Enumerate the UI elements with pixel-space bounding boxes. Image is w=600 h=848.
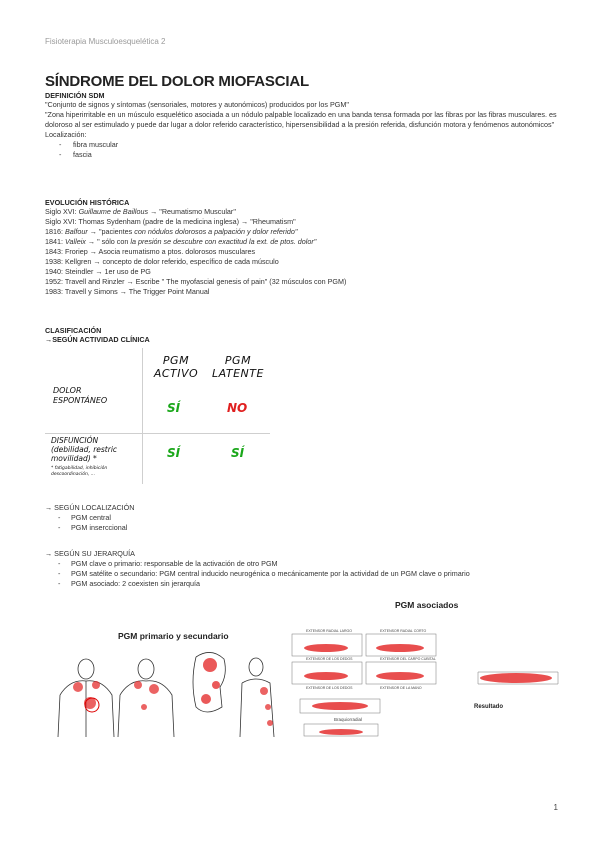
definition-section — [45, 91, 565, 160]
row-header-disfuncion: DISFUNCIÓN (debilidad, restric movilidad) * — [51, 436, 118, 463]
figure-title-asociados: PGM asociados — [395, 600, 459, 610]
muscle-label: EXTENSOR RADIAL CORTO — [380, 629, 427, 633]
back-figure-2 — [118, 659, 174, 737]
hierarchy-section — [45, 549, 565, 589]
location-section — [45, 503, 565, 533]
clinical-activity-table — [45, 348, 270, 484]
figure-primario-secundario — [46, 627, 296, 742]
col-header-latente: PGM LATENTE — [212, 354, 264, 380]
col-header-activo: PGM ACTIVO — [153, 354, 199, 380]
muscle-label: EXTENSOR DE LOS DEDOS — [306, 657, 353, 661]
list-item: - PGM clave o primario: responsable de la activación de otro PGM — [45, 559, 565, 569]
classification-header — [45, 326, 565, 344]
table-divider-vertical — [142, 348, 143, 484]
history-heading: EVOLUCIÓN HISTÓRICA — [45, 198, 130, 207]
cell-disfuncion-activo: SÍ — [167, 446, 181, 460]
cell-dolor-latente: NO — [227, 401, 248, 415]
definition-p2: "Zona hiperirritable en un músculo esquelético asociada a un nódulo palpable localizado en una banda tensa formada por las fibras por las fibras musculares. es doloroso al ser estimulado y puede dar lugar a dolor referido característico, hipersensibilidad a la presión referida, disfunción motora y fenómenos autonómicos" — [45, 110, 557, 129]
history-item: 1816: Balfour → "pacientes con nódulos dolorosos a palpación y dolor referido" — [45, 227, 298, 236]
history-item: 1841: Valleix → " sólo con la presión se descubre con exactitud la ext. de ptos. dolor" — [45, 237, 317, 246]
back-figure-1 — [58, 659, 114, 737]
figure-asociados — [286, 624, 571, 749]
history-item: 1843: Froriep → Asocia reumatismo a ptos. dolorosos musculares — [45, 247, 256, 256]
history-item: 1938: Kellgren → concepto de dolor referido, específico de cada músculo — [45, 257, 279, 266]
list-item: - PGM asociado: 2 coexisten sin jerarquía — [45, 579, 565, 589]
table-divider-horizontal — [45, 433, 270, 434]
row-note: * fatigabilidad, inhibición descoordinación, ... — [51, 466, 108, 477]
body-illustrations — [46, 627, 296, 742]
hierarchy-heading: → SEGÚN SU JERARQUÍA — [45, 549, 135, 558]
muscle-label: EXTENSOR DE LOS DEDOS — [306, 686, 353, 690]
row-header-dolor: DOLOR ESPONTÁNEO — [53, 386, 108, 405]
history-section — [45, 198, 565, 297]
location-heading: → SEGÚN LOCALIZACIÓN — [45, 503, 135, 512]
muscle-label: EXTENSOR RADIAL LARGO — [306, 629, 352, 633]
result-label: Resultado — [474, 704, 504, 710]
history-item: 1983: Travell y Simons → The Trigger Point Manual — [45, 287, 210, 296]
cell-dolor-activo: SÍ — [167, 401, 181, 415]
muscle-label: EXTENSOR DEL CARPO CUBITAL — [380, 657, 436, 661]
definition-p1: "Conjunto de signos y síntomas (sensoriales, motores y autonómicos) producidos por los PGM" — [45, 100, 349, 109]
figure-title-primario: PGM primario y secundario — [118, 631, 229, 641]
classification-sub-activity: →SEGÚN ACTIVIDAD CLÍNICA — [45, 335, 150, 344]
history-item: 1940: Steindler → 1er uso de PG — [45, 267, 151, 276]
running-header: Fisioterapia Musculoesquelética 2 — [45, 37, 166, 46]
list-item: - PGM satélite o secundario: PGM central inducido neurogénica o mecánicamente por la actividad de un PGM clave o primario — [45, 569, 565, 579]
list-item: - PGM inserccional — [45, 523, 565, 533]
list-item: - PGM central — [45, 513, 565, 523]
classification-heading: CLASIFICACIÓN — [45, 326, 102, 335]
muscle-label: Braquiorradial — [334, 717, 363, 722]
page-number: 1 — [553, 803, 558, 812]
page-title: SÍNDROME DEL DOLOR MIOFASCIAL — [45, 73, 309, 90]
history-item: Siglo XVI: Thomas Sydenham (padre de la medicina inglesa) → "Rheumatism" — [45, 217, 296, 226]
localizacion-label: Localización: — [45, 130, 87, 139]
list-item: - fibra muscular — [45, 140, 565, 150]
definition-heading: DEFINICIÓN SDM — [45, 91, 105, 100]
list-item: - fascia — [45, 150, 565, 160]
muscle-label: EXTENSOR DE LA MANO — [380, 686, 422, 690]
history-item: Siglo XVI: Guillaume de Baillous → "Reumatismo Muscular" — [45, 207, 236, 216]
history-item: 1952: Travell and Rinzler → Escribe " The myofascial genesis of pain" (32 músculos con PGM) — [45, 277, 347, 286]
cell-disfuncion-latente: SÍ — [231, 446, 245, 460]
